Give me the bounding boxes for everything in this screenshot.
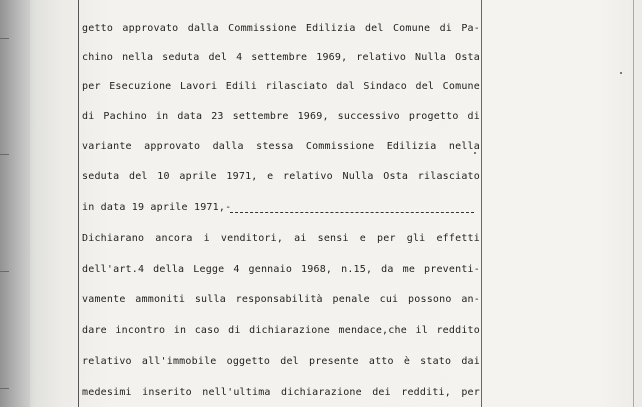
text-line-4: di Pachino in data 23 settembre 1969, successivo progetto di: [82, 111, 480, 122]
margin-tick-mark: [0, 388, 9, 389]
scan-speck: [474, 152, 476, 154]
left-margin-rule: [78, 0, 79, 407]
text-line-7: in data 19 aprile 1971,-: [82, 202, 232, 213]
page-edge-rule: [633, 0, 634, 407]
text-line-1: getto approvato dalla Commissione Edilizia del Comune di Pa-: [82, 23, 480, 34]
text-line-8: Dichiarano ancora i venditori, ai sensi e per gli effetti: [82, 233, 480, 244]
text-line-11: dare incontro in caso di dichiarazione mendace,che il reddito: [82, 325, 480, 336]
text-line-3: per Esecuzione Lavori Edili rilasciato dal Sindaco del Comune: [82, 81, 480, 92]
margin-tick-mark: [0, 154, 9, 155]
dash-filler-line: [230, 212, 474, 214]
text-line-6: seduta del 10 aprile 1971, e relativo Nulla Osta rilasciato: [82, 171, 480, 182]
text-line-5: variante approvato dalla stessa Commissione Edilizia nella: [82, 141, 480, 152]
text-line-2: chino nella seduta del 4 settembre 1969, relativo Nulla Osta: [82, 52, 480, 63]
text-line-10: vamente ammoniti sulla responsabilità penale cui possono an-: [82, 294, 480, 305]
text-line-9: dell'art.4 della Legge 4 gennaio 1968, n.15, da me preventi-: [82, 264, 480, 275]
margin-tick-mark: [0, 271, 9, 272]
text-line-13: medesimi inserito nell'ultima dichiarazione dei redditi, per: [82, 387, 480, 398]
scan-speck: [620, 72, 622, 74]
right-margin-rule: [481, 0, 482, 407]
page-binding-shadow: [0, 0, 30, 407]
text-line-12: relativo all'immobile oggetto del presente atto è stato dai: [82, 356, 480, 367]
margin-tick-mark: [0, 38, 9, 39]
